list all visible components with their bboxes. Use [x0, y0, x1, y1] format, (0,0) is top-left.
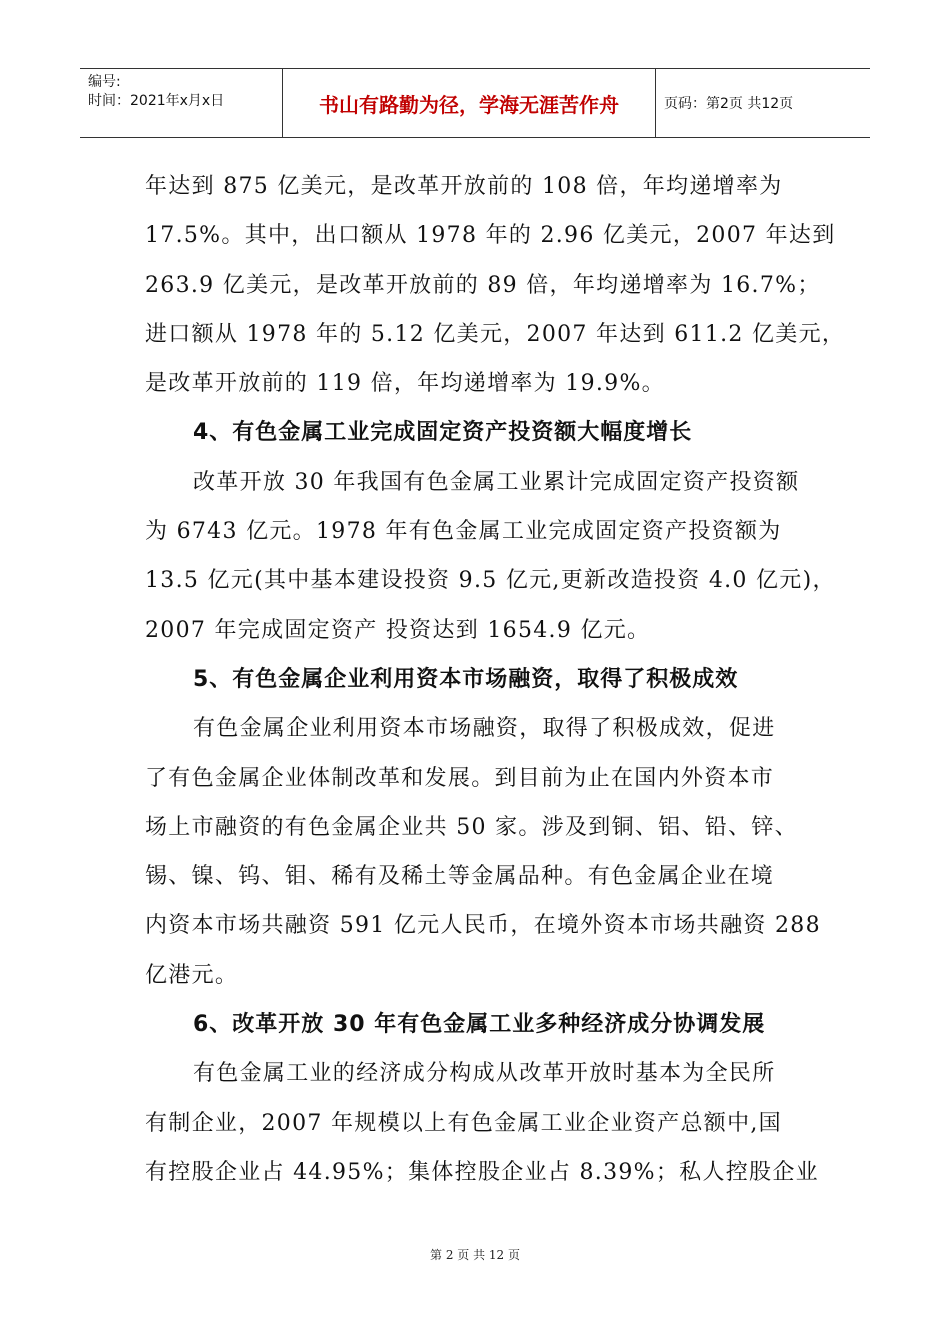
paragraph-line: 内资本市场共融资 591 亿元人民币，在境外资本市场共融资 288: [145, 913, 821, 939]
paragraph-line: 场上市融资的有色金属企业共 50 家。涉及到铜、铝、铅、锌、: [145, 814, 798, 840]
paragraph-line: 为 6743 亿元。1978 年有色金属工业完成固定资产投资额为: [145, 519, 782, 545]
section-heading-6: 6、改革开放 30 年有色金属工业多种经济成分协调发展: [193, 1012, 766, 1038]
paragraph-line: 13.5 亿元(其中基本建设投资 9.5 亿元,更新改造投资 4.0 亿元)，: [145, 568, 836, 594]
paragraph-line: 17.5%。其中，出口额从 1978 年的 2.96 亿美元，2007 年达到: [145, 223, 836, 249]
paragraph-line: 263.9 亿美元，是改革开放前的 89 倍，年均递增率为 16.7%；: [145, 272, 821, 298]
paragraph-line: 亿港元。: [145, 962, 239, 988]
paragraph-line: 2007 年完成固定资产 投资达到 1654.9 亿元。: [145, 617, 651, 643]
paragraph-line: 有色金属工业的经济成分构成从改革开放时基本为全民所: [193, 1061, 776, 1087]
header-meta: [88, 73, 278, 111]
paragraph-line: 有制企业，2007 年规模以上有色金属工业企业资产总额中,国: [145, 1110, 782, 1136]
document-time-label: 时间：2021年x月x日: [88, 93, 225, 109]
header-motto: 书山有路勤为径，学海无涯苦作舟: [282, 69, 656, 137]
paragraph-line: 改革开放 30 年我国有色金属工业累计完成固定资产投资额: [193, 469, 800, 495]
paragraph-line: 是改革开放前的 119 倍，年均递增率为 19.9%。: [145, 371, 665, 397]
paragraph-line: 有色金属企业利用资本市场融资，取得了积极成效，促进: [193, 716, 776, 742]
paragraph-line: 有控股企业占 44.95%；集体控股企业占 8.39%；私人控股企业: [145, 1159, 819, 1185]
header-page-info: 页码：第2页 共12页: [664, 96, 794, 112]
paragraph-line: 年达到 875 亿美元，是改革开放前的 108 倍，年均递增率为: [145, 174, 783, 199]
paragraph-line: 了有色金属企业体制改革和发展。到目前为止在国内外资本市: [145, 765, 775, 791]
document-number-label: 编号:: [88, 74, 121, 90]
section-heading-4: 4、有色金属工业完成固定资产投资额大幅度增长: [193, 420, 693, 446]
paragraph-line: 进口额从 1978 年的 5.12 亿美元，2007 年达到 611.2 亿美元，: [145, 321, 846, 347]
page-header: [80, 68, 870, 138]
page-footer: 第 2 页 共 12 页: [430, 1248, 520, 1262]
section-heading-5: 5、有色金属企业利用资本市场融资，取得了积极成效: [193, 666, 739, 692]
paragraph-line: 锡、镍、钨、钼、稀有及稀土等金属品种。有色金属企业在境: [145, 864, 775, 890]
document-body: [145, 162, 846, 1197]
